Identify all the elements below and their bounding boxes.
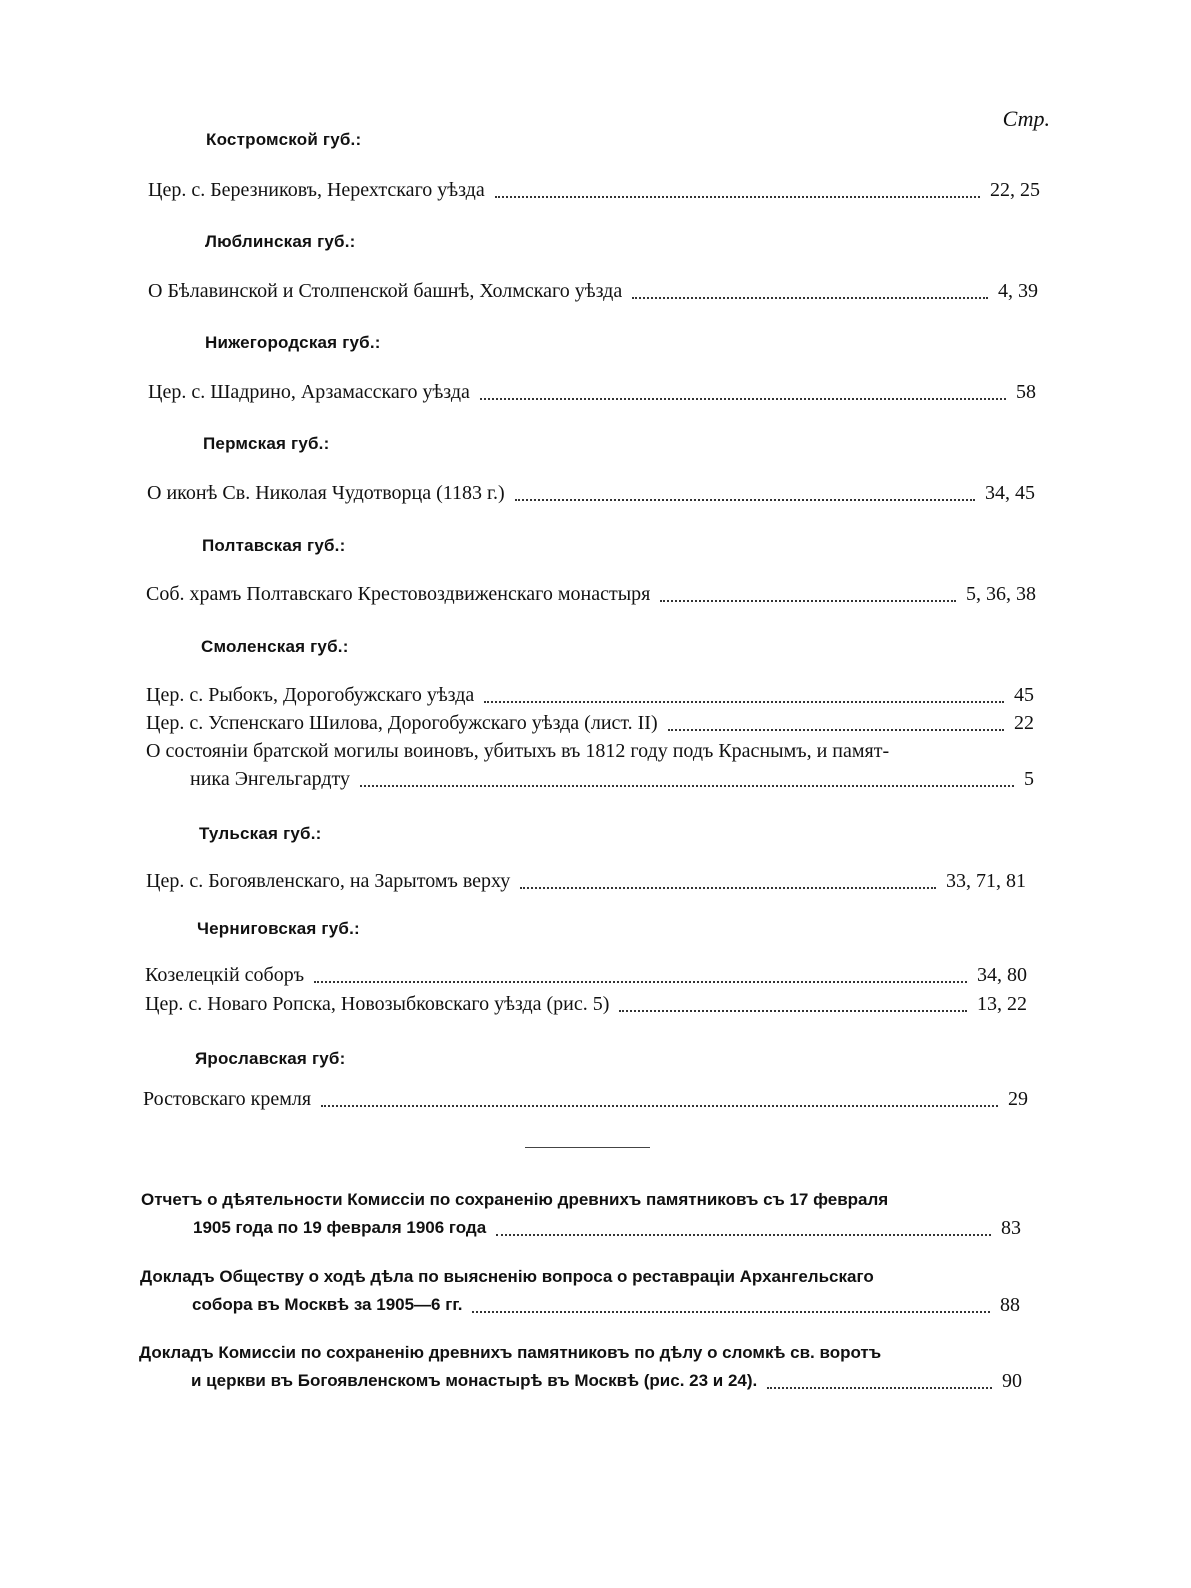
entry-pages: 45 [1014,684,1034,706]
report-title-line1: Докладъ Комиссіи по сохраненію древнихъ памятниковъ по дѣлу о сломкѣ св. воротъ [139,1343,882,1362]
toc-entry [148,277,1038,305]
report-pages: 88 [1000,1294,1020,1316]
report-title-line1: Докладъ Обществу о ходѣ дѣла по выясненію вопроса о реставраціи Архангельскаго [140,1267,874,1286]
entry-pages: 22 [1014,712,1034,734]
report-entry [141,1186,1021,1242]
toc-entry [148,378,1036,406]
region-heading: Люблинская губ.: [205,232,356,251]
entry-pages: 34, 45 [985,482,1035,504]
entry-title: Цер. с. Березниковъ, Нерехтскаго уѣзда [148,179,485,201]
entry-title-line1: О состояніи братской могилы воиновъ, убитыхъ въ 1812 году подъ Краснымъ, и памят- [146,740,890,762]
entry-pages: 29 [1008,1088,1028,1110]
toc-entry [143,1085,1028,1113]
entry-pages: 22, 25 [990,179,1040,201]
report-entry [140,1263,1020,1319]
toc-entry [148,176,1040,204]
toc-entry [190,765,1034,793]
entry-title: Цер. с. Успенскаго Шилова, Дорогобужскаго уѣзда (лист. II) [146,712,658,734]
region-heading: Тульская губ.: [199,824,322,843]
entry-title: Цер. с. Шадрино, Арзамасскаго уѣзда [148,381,470,403]
entry-title: Цер. с. Новаго Ропска, Новозыбковскаго уѣзда (рис. 5) [145,993,610,1015]
dot-leader [668,728,1004,731]
entry-pages: 34, 80 [977,964,1027,986]
region-heading: Ярославская губ: [195,1049,346,1068]
dot-leader [314,980,967,983]
entry-pages: 13, 22 [977,993,1027,1015]
entry-title: О Бѣлавинской и Столпенской башнѣ, Холмскаго уѣзда [148,280,623,302]
entry-title-line2: ника Энгельгардту [190,768,350,790]
region-heading: Нижегородская губ.: [205,333,381,352]
dot-leader [660,599,956,602]
entry-pages: 33, 71, 81 [946,870,1026,892]
dot-leader [360,784,1014,787]
report-title-line1: Отчетъ о дѣятельности Комиссіи по сохраненію древнихъ памятниковъ съ 17 февраля [141,1190,889,1209]
entry-pages: 5 [1024,768,1034,790]
dot-leader [496,1233,991,1236]
report-row [139,1367,1022,1395]
dot-leader [321,1104,998,1107]
report-title-line2: собора въ Москвѣ за 1905—6 гг. [192,1295,463,1314]
page-column-label: Стр. [1002,106,1050,131]
entry-pages: 58 [1016,381,1036,403]
region-heading: Смоленская губ.: [201,637,349,656]
dot-leader [767,1386,992,1389]
toc-entry [147,479,1035,507]
entry-pages: 5, 36, 38 [966,583,1036,605]
entry-title: Цер. с. Богоявленскаго, на Зарытомъ верху [146,870,511,892]
entry-title: Ростовскаго кремля [143,1088,312,1110]
region-heading: Полтавская губ.: [202,536,346,555]
report-entry [139,1339,1022,1395]
section-divider [525,1147,650,1148]
report-pages: 90 [1002,1370,1022,1392]
entry-pages: 4, 39 [998,280,1038,302]
report-row [140,1291,1020,1319]
report-title-line2: и церкви въ Богоявленскомъ монастырѣ въ Москвѣ (рис. 23 и 24). [191,1371,758,1390]
entry-title: О иконѣ Св. Николая Чудотворца (1183 г.) [147,482,505,504]
dot-leader [619,1009,967,1012]
dot-leader [632,296,988,299]
toc-entry [146,867,1026,895]
dot-leader [515,498,975,501]
entry-title: Соб. храмъ Полтавскаго Крестовоздвиженскаго монастыря [146,583,651,605]
dot-leader [520,886,936,889]
toc-entry [146,709,1034,737]
report-pages: 83 [1001,1217,1021,1239]
region-heading: Костромской губ.: [206,130,362,149]
toc-entry [146,681,1034,709]
entry-title: Цер. с. Рыбокъ, Дорогобужскаго уѣзда [146,684,475,706]
region-heading: Черниговская губ.: [197,919,360,938]
region-heading: Пермская губ.: [203,434,330,453]
dot-leader [472,1310,990,1313]
report-title-line2: 1905 года по 19 февраля 1906 года [193,1218,487,1237]
entry-title: Козелецкій соборъ [145,964,305,986]
toc-entry [146,580,1036,608]
dot-leader [480,397,1006,400]
report-row [141,1214,1021,1242]
toc-entry [145,990,1027,1018]
toc-entry [145,961,1027,989]
dot-leader [495,195,980,198]
dot-leader [484,700,1004,703]
